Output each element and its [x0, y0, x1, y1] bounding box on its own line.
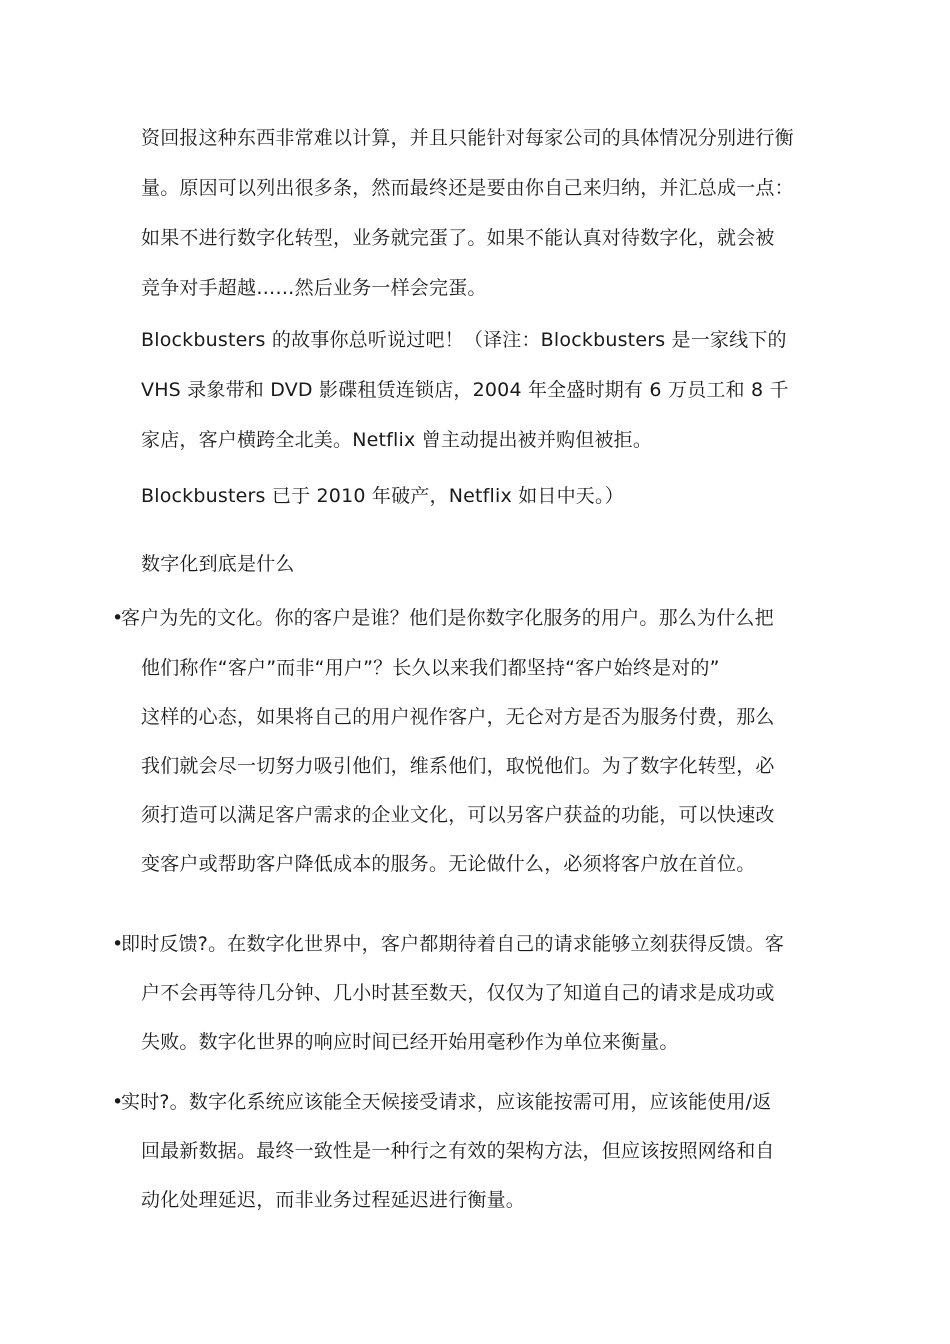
paragraph-1-line-3: 如果不进行数字化转型，业务就完蛋了。如果不能认真对待数字化，就会被 [141, 227, 775, 249]
bullet-1-line-5: 须打造可以满足客户需求的企业文化，可以另客户获益的功能，可以快速改 [141, 804, 775, 826]
bullet-2-marker: • [112, 933, 124, 955]
paragraph-1-line-2: 量。原因可以列出很多条，然而最终还是要由你自己来归纳，并汇总成一点： [141, 177, 794, 199]
bullet-1-line-1: 客户为先的文化。你的客户是谁？他们是你数字化服务的用户。那么为什么把 [121, 607, 774, 629]
bullet-2-line-3: 失败。数字化世界的响应时间已经开始用毫秒作为单位来衡量。 [141, 1031, 679, 1053]
paragraph-1-line-4: 竞争对手超越……然后业务一样会完蛋。 [141, 277, 487, 299]
paragraph-3-line-1: Blockbusters 已于 2010 年破产，Netflix 如日中天。） [141, 485, 624, 507]
bullet-1-line-2: 他们称作“客户”而非“用户”？长久以来我们都坚持“客户始终是对的” [141, 657, 720, 679]
bullet-2-first-line [112, 932, 784, 956]
bullet-1-first-line [112, 606, 774, 630]
section-heading: 数字化到底是什么 [141, 553, 295, 575]
bullet-1-marker: • [112, 607, 124, 629]
paragraph-1-line-1: 资回报这种东西非常难以计算，并且只能针对每家公司的具体情况分别进行衡 [141, 127, 794, 149]
paragraph-2-line-3: 家店，客户横跨全北美。Netflix 曾主动提出被并购但被拒。 [141, 429, 653, 451]
bullet-2-line-2: 户不会再等待几分钟、几小时甚至数天，仅仅为了知道自己的请求是成功或 [141, 982, 775, 1004]
bullet-3-marker: • [112, 1091, 124, 1113]
bullet-3-line-3: 动化处理延迟，而非业务过程延迟进行衡量。 [141, 1189, 526, 1211]
bullet-1-line-6: 变客户或帮助客户降低成本的服务。无论做什么，必须将客户放在首位。 [141, 853, 756, 875]
bullet-3-line-2: 回最新数据。最终一致性是一种行之有效的架构方法，但应该按照网络和自 [141, 1140, 775, 1162]
bullet-1-line-4: 我们就会尽一切努力吸引他们，维系他们，取悦他们。为了数字化转型，必 [141, 755, 775, 777]
bullet-2-line-1: 即时反馈?。在数字化世界中，客户都期待着自己的请求能够立刻获得反馈。客 [121, 933, 785, 955]
paragraph-2-line-1: Blockbusters 的故事你总听说过吧！（译注：Blockbusters 是一家线下的 [141, 329, 787, 351]
bullet-3-line-1: 实时?。数字化系统应该能全天候接受请求，应该能按需可用，应该能使用/返 [121, 1091, 772, 1113]
paragraph-2-line-2: VHS 录象带和 DVD 影碟租赁连锁店，2004 年全盛时期有 6 万员工和 8 千 [141, 379, 789, 401]
bullet-1-line-3: 这样的心态，如果将自己的用户视作客户，无仑对方是否为服务付费，那么 [141, 706, 775, 728]
bullet-3-first-line [112, 1090, 772, 1114]
